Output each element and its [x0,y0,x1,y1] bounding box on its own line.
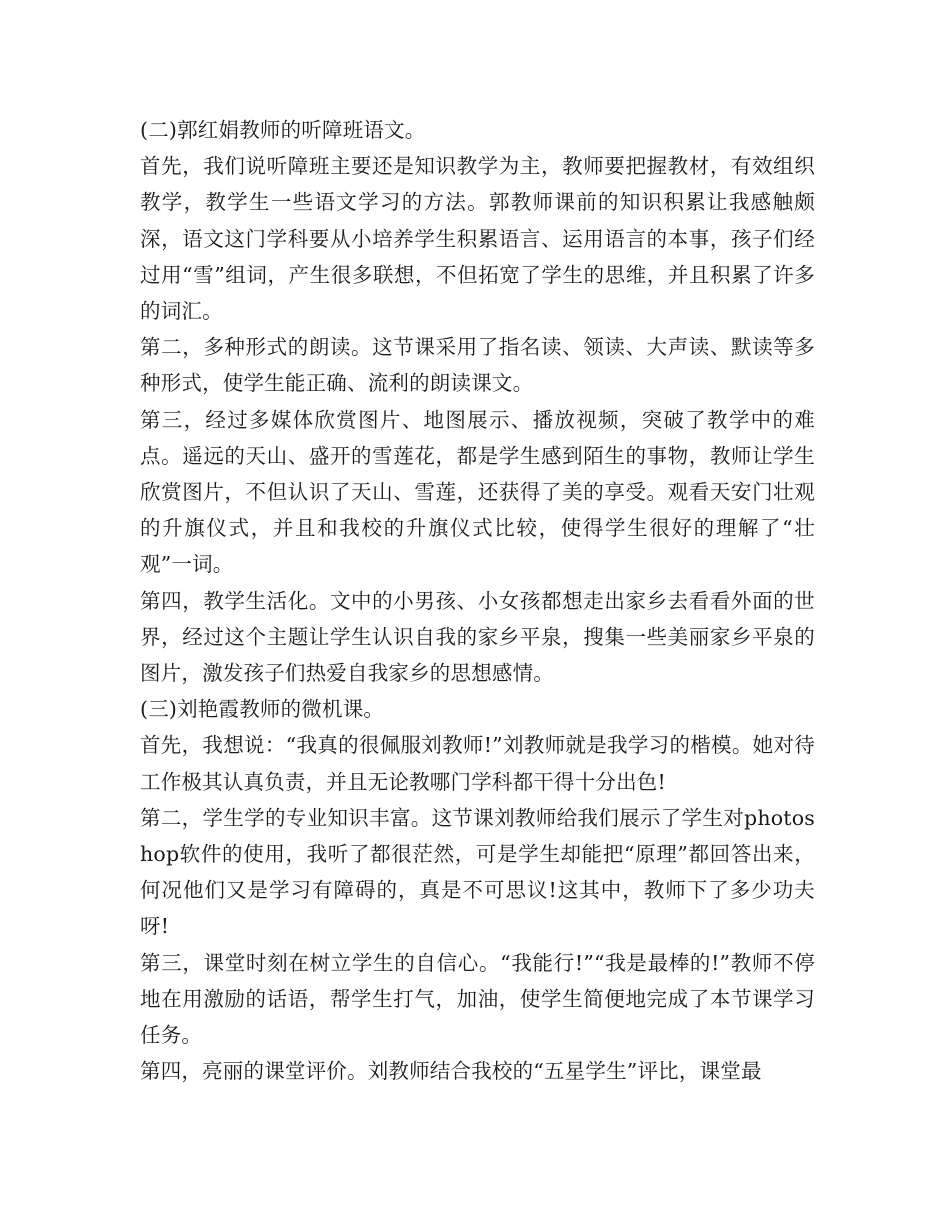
paragraph-fourth-point: 第四，教学生活化。文中的小男孩、小女孩都想走出家乡去看看外面的世界，经过这个主题让学生认识自我的家乡平泉，搜集一些美丽家乡平泉的图片，激发孩子们热爱自我家乡的思想感情。 [140,588,815,686]
section-heading-3: (三)刘艳霞教师的微机课。 [140,697,385,722]
section-heading-2: (二)郭红娟教师的听障班语文。 [140,118,426,142]
paragraph-second-point: 第二，多种形式的朗读。这节课采用了指名读、领读、大声读、默读等多种形式，使学生能正确、流利的朗读课文。 [140,335,815,396]
paragraph-third-point: 第三，课堂时刻在树立学生的自信心。“我能行!”“我是最棒的!”教师不停地在用激励的话语，帮学生打气，加油，使学生简便地完成了本节课学习任务。 [140,950,815,1048]
paragraph-third-point: 第三，经过多媒体欣赏图片、地图展示、播放视频，突破了教学中的难点。遥远的天山、盛开的雪莲花，都是学生感到陌生的事物，教师让学生欣赏图片，不但认识了天山、雪莲，还获得了美的享受。观看天安门壮观的升旗仪式，并且和我校的升旗仪式比较，使得学生很好的理解了“壮观”一词。 [140,407,815,577]
paragraph-fourth-point: 第四，亮丽的课堂评价。刘教师结合我校的“五星学生”评比，课堂最 [140,1059,762,1084]
paragraph-first-point: 首先，我想说：“我真的很佩服刘教师!”刘教师就是我学习的楷模。她对待工作极其认真负责，并且无论教哪门学科都干得十分出色! [140,733,815,794]
paragraph-second-point: 第二，学生学的专业知识丰富。这节课刘教师给我们展示了学生对photoshop软件的使用，我听了都很茫然，可是学生却能把“原理”都回答出来，何况他们又是学习有障碍的，真是不可思议!这其中，教师下了多少功夫呀! [140,805,815,939]
paragraph-first-point: 首先，我们说听障班主要还是知识教学为主，教师要把握教材，有效组织教学，教学生一些语文学习的方法。郭教师课前的知识积累让我感触颇深，语文这门学科要从小培养学生积累语言、运用语言的本事，孩子们经过用“雪”组词，产生很多联想，不但拓宽了学生的思维，并且积累了许多的词汇。 [140,154,815,324]
document-body [140,112,815,1089]
